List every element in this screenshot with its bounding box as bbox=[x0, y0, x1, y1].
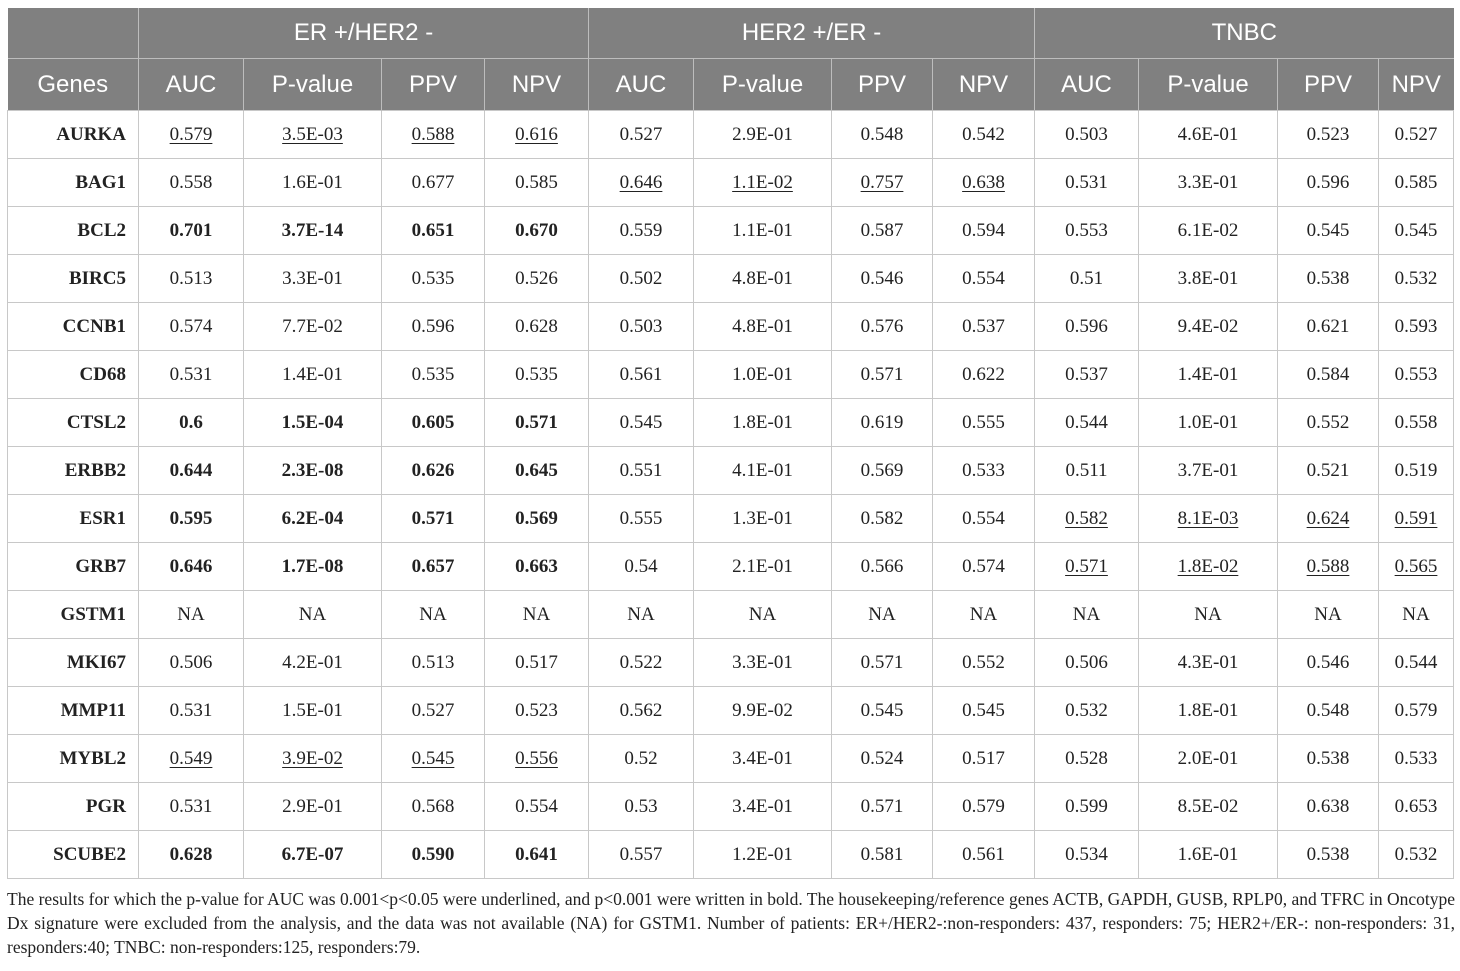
er-her2-pvalue-cell: 3.9E-02 bbox=[244, 735, 382, 783]
her2-er-npv-cell: 0.574 bbox=[933, 543, 1035, 591]
er-her2-npv-cell: 0.535 bbox=[485, 351, 589, 399]
tnbc-npv-cell: 0.653 bbox=[1379, 783, 1454, 831]
her2-er-auc-cell: 0.561 bbox=[589, 351, 694, 399]
gene-name-cell: MKI67 bbox=[8, 639, 139, 687]
tnbc-ppv-cell: 0.548 bbox=[1278, 687, 1379, 735]
her2-er-pvalue-cell: 1.1E-02 bbox=[694, 159, 832, 207]
metric-header-row bbox=[8, 59, 1454, 111]
her2-er-pvalue-cell: 3.4E-01 bbox=[694, 783, 832, 831]
er-her2-auc-cell: 0.506 bbox=[139, 639, 244, 687]
her2-er-npv-cell: 0.579 bbox=[933, 783, 1035, 831]
er-her2-npv-cell: 0.645 bbox=[485, 447, 589, 495]
tnbc-ppv-cell: 0.523 bbox=[1278, 111, 1379, 159]
tnbc-auc-cell: 0.528 bbox=[1035, 735, 1139, 783]
er-her2-auc-cell: 0.579 bbox=[139, 111, 244, 159]
her2-er-auc-cell: 0.502 bbox=[589, 255, 694, 303]
er-her2-auc-cell: 0.6 bbox=[139, 399, 244, 447]
tnbc-npv-cell: 0.544 bbox=[1379, 639, 1454, 687]
her2-er-auc-cell: 0.555 bbox=[589, 495, 694, 543]
her2-er-ppv-cell: NA bbox=[832, 591, 933, 639]
her2-er-npv-cell: 0.561 bbox=[933, 831, 1035, 879]
results-table bbox=[7, 8, 1454, 879]
tnbc-auc-cell: 0.599 bbox=[1035, 783, 1139, 831]
er-her2-npv-cell: 0.526 bbox=[485, 255, 589, 303]
er-her2-npv-cell: NA bbox=[485, 591, 589, 639]
gene-name-cell: BAG1 bbox=[8, 159, 139, 207]
er-her2-ppv-cell: 0.571 bbox=[382, 495, 485, 543]
er-her2-pvalue-cell: 7.7E-02 bbox=[244, 303, 382, 351]
metric-header-npv: NPV bbox=[485, 59, 589, 111]
er-her2-pvalue-cell: 1.4E-01 bbox=[244, 351, 382, 399]
her2-er-npv-cell: 0.555 bbox=[933, 399, 1035, 447]
tnbc-pvalue-cell: 3.7E-01 bbox=[1139, 447, 1278, 495]
tnbc-npv-cell: 0.579 bbox=[1379, 687, 1454, 735]
her2-er-ppv-cell: 0.546 bbox=[832, 255, 933, 303]
gene-name-cell: CD68 bbox=[8, 351, 139, 399]
tnbc-ppv-cell: NA bbox=[1278, 591, 1379, 639]
er-her2-npv-cell: 0.670 bbox=[485, 207, 589, 255]
er-her2-npv-cell: 0.585 bbox=[485, 159, 589, 207]
tnbc-auc-cell: 0.532 bbox=[1035, 687, 1139, 735]
tnbc-npv-cell: 0.533 bbox=[1379, 735, 1454, 783]
her2-er-pvalue-cell: 1.3E-01 bbox=[694, 495, 832, 543]
tnbc-pvalue-cell: 8.5E-02 bbox=[1139, 783, 1278, 831]
tnbc-auc-cell: 0.506 bbox=[1035, 639, 1139, 687]
her2-er-auc-cell: 0.522 bbox=[589, 639, 694, 687]
gene-name-cell: CTSL2 bbox=[8, 399, 139, 447]
metric-header-pvalue: P-value bbox=[244, 59, 382, 111]
her2-er-ppv-cell: 0.566 bbox=[832, 543, 933, 591]
er-her2-ppv-cell: 0.651 bbox=[382, 207, 485, 255]
table-row bbox=[8, 831, 1454, 879]
er-her2-auc-cell: NA bbox=[139, 591, 244, 639]
er-her2-auc-cell: 0.531 bbox=[139, 351, 244, 399]
gene-name-cell: ESR1 bbox=[8, 495, 139, 543]
er-her2-pvalue-cell: 2.9E-01 bbox=[244, 783, 382, 831]
er-her2-auc-cell: 0.558 bbox=[139, 159, 244, 207]
er-her2-ppv-cell: 0.588 bbox=[382, 111, 485, 159]
er-her2-ppv-cell: 0.545 bbox=[382, 735, 485, 783]
er-her2-ppv-cell: 0.590 bbox=[382, 831, 485, 879]
tnbc-npv-cell: 0.591 bbox=[1379, 495, 1454, 543]
er-her2-pvalue-cell: 4.2E-01 bbox=[244, 639, 382, 687]
er-her2-npv-cell: 0.571 bbox=[485, 399, 589, 447]
her2-er-npv-cell: 0.554 bbox=[933, 495, 1035, 543]
gene-name-cell: BCL2 bbox=[8, 207, 139, 255]
er-her2-ppv-cell: 0.513 bbox=[382, 639, 485, 687]
er-her2-pvalue-cell: 3.7E-14 bbox=[244, 207, 382, 255]
tnbc-auc-cell: 0.571 bbox=[1035, 543, 1139, 591]
table-row bbox=[8, 543, 1454, 591]
corner-cell bbox=[8, 8, 139, 59]
tnbc-pvalue-cell: 1.8E-02 bbox=[1139, 543, 1278, 591]
gene-name-cell: MYBL2 bbox=[8, 735, 139, 783]
her2-er-pvalue-cell: NA bbox=[694, 591, 832, 639]
tnbc-ppv-cell: 0.624 bbox=[1278, 495, 1379, 543]
tnbc-pvalue-cell: 2.0E-01 bbox=[1139, 735, 1278, 783]
tnbc-npv-cell: 0.585 bbox=[1379, 159, 1454, 207]
her2-er-npv-cell: 0.517 bbox=[933, 735, 1035, 783]
tnbc-auc-cell: 0.544 bbox=[1035, 399, 1139, 447]
er-her2-ppv-cell: 0.626 bbox=[382, 447, 485, 495]
er-her2-auc-cell: 0.513 bbox=[139, 255, 244, 303]
metric-header-auc: AUC bbox=[1035, 59, 1139, 111]
er-her2-pvalue-cell: 1.5E-01 bbox=[244, 687, 382, 735]
tnbc-ppv-cell: 0.638 bbox=[1278, 783, 1379, 831]
table-row bbox=[8, 111, 1454, 159]
her2-er-pvalue-cell: 4.8E-01 bbox=[694, 255, 832, 303]
er-her2-ppv-cell: 0.535 bbox=[382, 351, 485, 399]
tnbc-ppv-cell: 0.538 bbox=[1278, 735, 1379, 783]
tnbc-ppv-cell: 0.538 bbox=[1278, 831, 1379, 879]
her2-er-pvalue-cell: 4.8E-01 bbox=[694, 303, 832, 351]
er-her2-ppv-cell: 0.605 bbox=[382, 399, 485, 447]
er-her2-auc-cell: 0.646 bbox=[139, 543, 244, 591]
her2-er-pvalue-cell: 3.3E-01 bbox=[694, 639, 832, 687]
gene-name-cell: MMP11 bbox=[8, 687, 139, 735]
table-row bbox=[8, 447, 1454, 495]
tnbc-npv-cell: 0.527 bbox=[1379, 111, 1454, 159]
tnbc-npv-cell: 0.565 bbox=[1379, 543, 1454, 591]
tnbc-pvalue-cell: 1.8E-01 bbox=[1139, 687, 1278, 735]
her2-er-auc-cell: 0.53 bbox=[589, 783, 694, 831]
er-her2-auc-cell: 0.628 bbox=[139, 831, 244, 879]
her2-er-pvalue-cell: 2.9E-01 bbox=[694, 111, 832, 159]
group-header-tnbc: TNBC bbox=[1035, 8, 1454, 59]
tnbc-ppv-cell: 0.545 bbox=[1278, 207, 1379, 255]
her2-er-auc-cell: 0.503 bbox=[589, 303, 694, 351]
her2-er-auc-cell: 0.557 bbox=[589, 831, 694, 879]
er-her2-pvalue-cell: 6.2E-04 bbox=[244, 495, 382, 543]
her2-er-npv-cell: 0.622 bbox=[933, 351, 1035, 399]
tnbc-auc-cell: 0.537 bbox=[1035, 351, 1139, 399]
tnbc-pvalue-cell: 1.0E-01 bbox=[1139, 399, 1278, 447]
table-row bbox=[8, 351, 1454, 399]
er-her2-pvalue-cell: 1.6E-01 bbox=[244, 159, 382, 207]
group-header-her2-er: HER2 +/ER - bbox=[589, 8, 1035, 59]
er-her2-auc-cell: 0.549 bbox=[139, 735, 244, 783]
her2-er-npv-cell: 0.552 bbox=[933, 639, 1035, 687]
her2-er-pvalue-cell: 4.1E-01 bbox=[694, 447, 832, 495]
tnbc-npv-cell: 0.593 bbox=[1379, 303, 1454, 351]
er-her2-pvalue-cell: 3.5E-03 bbox=[244, 111, 382, 159]
tnbc-pvalue-cell: 9.4E-02 bbox=[1139, 303, 1278, 351]
her2-er-ppv-cell: 0.571 bbox=[832, 351, 933, 399]
tnbc-auc-cell: 0.511 bbox=[1035, 447, 1139, 495]
gene-name-cell: AURKA bbox=[8, 111, 139, 159]
tnbc-pvalue-cell: 8.1E-03 bbox=[1139, 495, 1278, 543]
er-her2-ppv-cell: NA bbox=[382, 591, 485, 639]
her2-er-npv-cell: 0.533 bbox=[933, 447, 1035, 495]
gene-name-cell: ERBB2 bbox=[8, 447, 139, 495]
tnbc-ppv-cell: 0.552 bbox=[1278, 399, 1379, 447]
tnbc-pvalue-cell: 3.8E-01 bbox=[1139, 255, 1278, 303]
her2-er-pvalue-cell: 2.1E-01 bbox=[694, 543, 832, 591]
metric-header-npv: NPV bbox=[1379, 59, 1454, 111]
gene-name-cell: CCNB1 bbox=[8, 303, 139, 351]
her2-er-ppv-cell: 0.587 bbox=[832, 207, 933, 255]
gene-name-cell: SCUBE2 bbox=[8, 831, 139, 879]
table-footnote: The results for which the p-value for AUC was 0.001<p<0.05 were underlined, and p<0.001 were written in bold. The housekeeping/reference genes ACTB, GAPDH, GUSB, RPLP0, and TFRC in Oncotype Dx signature were excluded from the analysis, and the data was not available (NA) for GSTM1. Number of patients: ER+/HER2-:non-responders: 437, responders: 75; HER2+/ER-: non-responders: 31, responders:40; TNBC: non-responders:125, responders:79. bbox=[7, 889, 1455, 957]
metric-header-npv: NPV bbox=[933, 59, 1035, 111]
er-her2-auc-cell: 0.531 bbox=[139, 687, 244, 735]
tnbc-ppv-cell: 0.596 bbox=[1278, 159, 1379, 207]
tnbc-pvalue-cell: 4.3E-01 bbox=[1139, 639, 1278, 687]
table-row bbox=[8, 591, 1454, 639]
metric-header-pvalue: P-value bbox=[1139, 59, 1278, 111]
her2-er-ppv-cell: 0.571 bbox=[832, 639, 933, 687]
her2-er-ppv-cell: 0.548 bbox=[832, 111, 933, 159]
tnbc-pvalue-cell: 3.3E-01 bbox=[1139, 159, 1278, 207]
table-row bbox=[8, 639, 1454, 687]
gene-name-cell: PGR bbox=[8, 783, 139, 831]
er-her2-auc-cell: 0.701 bbox=[139, 207, 244, 255]
tnbc-auc-cell: 0.534 bbox=[1035, 831, 1139, 879]
her2-er-pvalue-cell: 1.2E-01 bbox=[694, 831, 832, 879]
her2-er-ppv-cell: 0.576 bbox=[832, 303, 933, 351]
er-her2-npv-cell: 0.628 bbox=[485, 303, 589, 351]
her2-er-npv-cell: 0.545 bbox=[933, 687, 1035, 735]
her2-er-ppv-cell: 0.569 bbox=[832, 447, 933, 495]
her2-er-pvalue-cell: 9.9E-02 bbox=[694, 687, 832, 735]
er-her2-pvalue-cell: 1.5E-04 bbox=[244, 399, 382, 447]
tnbc-pvalue-cell: 1.6E-01 bbox=[1139, 831, 1278, 879]
her2-er-auc-cell: 0.545 bbox=[589, 399, 694, 447]
group-header-er-her2: ER +/HER2 - bbox=[139, 8, 589, 59]
table-header bbox=[8, 8, 1454, 111]
gene-name-cell: GSTM1 bbox=[8, 591, 139, 639]
er-her2-npv-cell: 0.517 bbox=[485, 639, 589, 687]
her2-er-pvalue-cell: 3.4E-01 bbox=[694, 735, 832, 783]
tnbc-npv-cell: 0.545 bbox=[1379, 207, 1454, 255]
er-her2-npv-cell: 0.569 bbox=[485, 495, 589, 543]
tnbc-ppv-cell: 0.546 bbox=[1278, 639, 1379, 687]
tnbc-npv-cell: 0.519 bbox=[1379, 447, 1454, 495]
her2-er-auc-cell: 0.562 bbox=[589, 687, 694, 735]
metric-header-ppv: PPV bbox=[382, 59, 485, 111]
table-row bbox=[8, 207, 1454, 255]
tnbc-npv-cell: NA bbox=[1379, 591, 1454, 639]
tnbc-ppv-cell: 0.588 bbox=[1278, 543, 1379, 591]
er-her2-auc-cell: 0.531 bbox=[139, 783, 244, 831]
gene-name-cell: GRB7 bbox=[8, 543, 139, 591]
metric-header-pvalue: P-value bbox=[694, 59, 832, 111]
er-her2-npv-cell: 0.556 bbox=[485, 735, 589, 783]
her2-er-auc-cell: 0.646 bbox=[589, 159, 694, 207]
her2-er-ppv-cell: 0.571 bbox=[832, 783, 933, 831]
tnbc-ppv-cell: 0.521 bbox=[1278, 447, 1379, 495]
er-her2-pvalue-cell: NA bbox=[244, 591, 382, 639]
er-her2-pvalue-cell: 2.3E-08 bbox=[244, 447, 382, 495]
her2-er-npv-cell: 0.594 bbox=[933, 207, 1035, 255]
her2-er-pvalue-cell: 1.8E-01 bbox=[694, 399, 832, 447]
er-her2-auc-cell: 0.644 bbox=[139, 447, 244, 495]
her2-er-pvalue-cell: 1.1E-01 bbox=[694, 207, 832, 255]
her2-er-ppv-cell: 0.524 bbox=[832, 735, 933, 783]
tnbc-ppv-cell: 0.538 bbox=[1278, 255, 1379, 303]
table-row bbox=[8, 159, 1454, 207]
tnbc-npv-cell: 0.532 bbox=[1379, 831, 1454, 879]
er-her2-pvalue-cell: 1.7E-08 bbox=[244, 543, 382, 591]
tnbc-auc-cell: NA bbox=[1035, 591, 1139, 639]
tnbc-npv-cell: 0.558 bbox=[1379, 399, 1454, 447]
table-row bbox=[8, 255, 1454, 303]
her2-er-ppv-cell: 0.545 bbox=[832, 687, 933, 735]
her2-er-npv-cell: 0.537 bbox=[933, 303, 1035, 351]
her2-er-auc-cell: 0.527 bbox=[589, 111, 694, 159]
metric-header-ppv: PPV bbox=[832, 59, 933, 111]
tnbc-ppv-cell: 0.584 bbox=[1278, 351, 1379, 399]
table-row bbox=[8, 735, 1454, 783]
her2-er-npv-cell: 0.638 bbox=[933, 159, 1035, 207]
tnbc-pvalue-cell: 6.1E-02 bbox=[1139, 207, 1278, 255]
tnbc-pvalue-cell: 4.6E-01 bbox=[1139, 111, 1278, 159]
tnbc-ppv-cell: 0.621 bbox=[1278, 303, 1379, 351]
tnbc-auc-cell: 0.596 bbox=[1035, 303, 1139, 351]
her2-er-auc-cell: 0.54 bbox=[589, 543, 694, 591]
her2-er-auc-cell: 0.52 bbox=[589, 735, 694, 783]
er-her2-npv-cell: 0.663 bbox=[485, 543, 589, 591]
her2-er-npv-cell: 0.542 bbox=[933, 111, 1035, 159]
tnbc-auc-cell: 0.582 bbox=[1035, 495, 1139, 543]
table-row bbox=[8, 687, 1454, 735]
er-her2-ppv-cell: 0.535 bbox=[382, 255, 485, 303]
tnbc-npv-cell: 0.532 bbox=[1379, 255, 1454, 303]
er-her2-auc-cell: 0.574 bbox=[139, 303, 244, 351]
table-row bbox=[8, 303, 1454, 351]
metric-header-auc: AUC bbox=[589, 59, 694, 111]
group-header-row bbox=[8, 8, 1454, 59]
er-her2-ppv-cell: 0.596 bbox=[382, 303, 485, 351]
tnbc-pvalue-cell: 1.4E-01 bbox=[1139, 351, 1278, 399]
her2-er-npv-cell: NA bbox=[933, 591, 1035, 639]
her2-er-auc-cell: 0.551 bbox=[589, 447, 694, 495]
er-her2-ppv-cell: 0.527 bbox=[382, 687, 485, 735]
her2-er-npv-cell: 0.554 bbox=[933, 255, 1035, 303]
her2-er-pvalue-cell: 1.0E-01 bbox=[694, 351, 832, 399]
her2-er-ppv-cell: 0.581 bbox=[832, 831, 933, 879]
tnbc-auc-cell: 0.531 bbox=[1035, 159, 1139, 207]
metric-header-auc: AUC bbox=[139, 59, 244, 111]
table-row bbox=[8, 495, 1454, 543]
er-her2-ppv-cell: 0.677 bbox=[382, 159, 485, 207]
metric-header-ppv: PPV bbox=[1278, 59, 1379, 111]
er-her2-npv-cell: 0.641 bbox=[485, 831, 589, 879]
her2-er-ppv-cell: 0.582 bbox=[832, 495, 933, 543]
er-her2-npv-cell: 0.523 bbox=[485, 687, 589, 735]
results-table-container bbox=[7, 8, 1453, 879]
er-her2-auc-cell: 0.595 bbox=[139, 495, 244, 543]
tnbc-pvalue-cell: NA bbox=[1139, 591, 1278, 639]
her2-er-auc-cell: NA bbox=[589, 591, 694, 639]
gene-name-cell: BIRC5 bbox=[8, 255, 139, 303]
er-her2-pvalue-cell: 3.3E-01 bbox=[244, 255, 382, 303]
er-her2-npv-cell: 0.554 bbox=[485, 783, 589, 831]
her2-er-ppv-cell: 0.757 bbox=[832, 159, 933, 207]
genes-header: Genes bbox=[8, 59, 139, 111]
table-row bbox=[8, 783, 1454, 831]
er-her2-ppv-cell: 0.657 bbox=[382, 543, 485, 591]
er-her2-npv-cell: 0.616 bbox=[485, 111, 589, 159]
her2-er-auc-cell: 0.559 bbox=[589, 207, 694, 255]
table-body bbox=[8, 111, 1454, 879]
her2-er-ppv-cell: 0.619 bbox=[832, 399, 933, 447]
er-her2-pvalue-cell: 6.7E-07 bbox=[244, 831, 382, 879]
er-her2-ppv-cell: 0.568 bbox=[382, 783, 485, 831]
tnbc-npv-cell: 0.553 bbox=[1379, 351, 1454, 399]
tnbc-auc-cell: 0.51 bbox=[1035, 255, 1139, 303]
table-row bbox=[8, 399, 1454, 447]
tnbc-auc-cell: 0.503 bbox=[1035, 111, 1139, 159]
tnbc-auc-cell: 0.553 bbox=[1035, 207, 1139, 255]
